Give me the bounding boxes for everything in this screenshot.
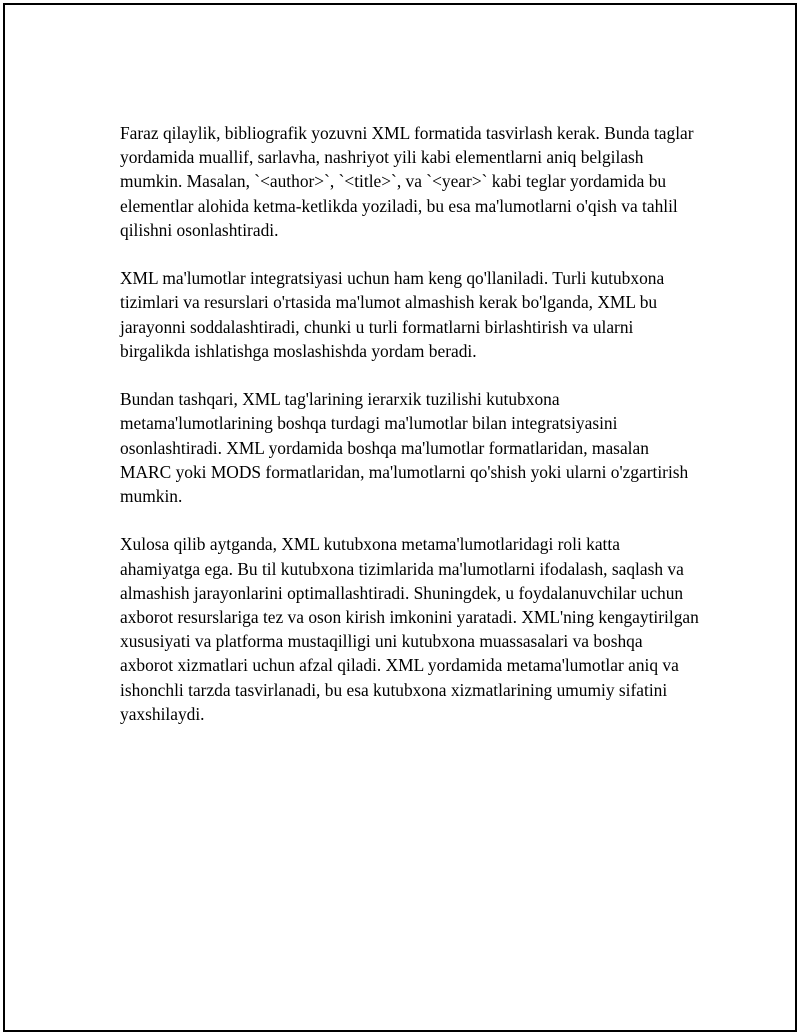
paragraph-3: Bundan tashqari, XML tag'larining ierarxik tuzilishi kutubxona metama'lumotlarining boshqa turdagi ma'lumotlar bilan integratsiyasini osonlashtiradi. XML yordamida boshqa ma'lumotlar formatlaridan, masalan MARC yoki MODS formatlaridan, ma'lumotlarni qo'shish yoki ularni o'zgartirish mumkin. <box>120 389 689 507</box>
paragraph-2: XML ma'lumotlar integratsiyasi uchun ham keng qo'llaniladi. Turli kutubxona tizimlari va resurslari o'rtasida ma'lumot almashish kerak bo'lganda, XML bu jarayonni soddalashtiradi, chunki u turli formatlarni birlashtirish va ularni birgalikda ishlatishga moslashishda yordam beradi. <box>120 268 665 361</box>
paragraph-1: Faraz qilaylik, bibliografik yozuvni XML formatida tasvirlash kerak. Bunda taglar yordamida muallif, sarlavha, nashriyot yili kabi elementlarni aniq belgilash mumkin. Masalan, `<author>`, `<title>`, va `<year>` kabi teglar yordamida bu elementlar alohida ketma-ketlikda yoziladi, bu esa ma'lumotlarni o'qish va tahlil qilishni osonlashtiradi. <box>120 123 694 240</box>
document-page <box>3 3 797 1032</box>
paragraph-4: Xulosa qilib aytganda, XML kutubxona metama'lumotlaridagi roli katta ahamiyatga ega. Bu til kutubxona tizimlarida ma'lumotlarni ifodalash, saqlash va almashish jarayonlarini optimallashtiradi. Shuningdek, u foydalanuvchilar uchun axborot resurslariga tez va oson kirish imkonini yaratadi. XML'ning kengaytirilgan xususiyati va platforma mustaqilligi uni kutubxona muassasalari va boshqa axborot xizmatlari uchun afzal qiladi. XML yordamida metama'lumotlar aniq va ishonchli tarzda tasvirlanadi, bu esa kutubxona xizmatlarining umumiy sifatini yaxshilaydi. <box>120 534 699 724</box>
document-body <box>120 121 700 750</box>
